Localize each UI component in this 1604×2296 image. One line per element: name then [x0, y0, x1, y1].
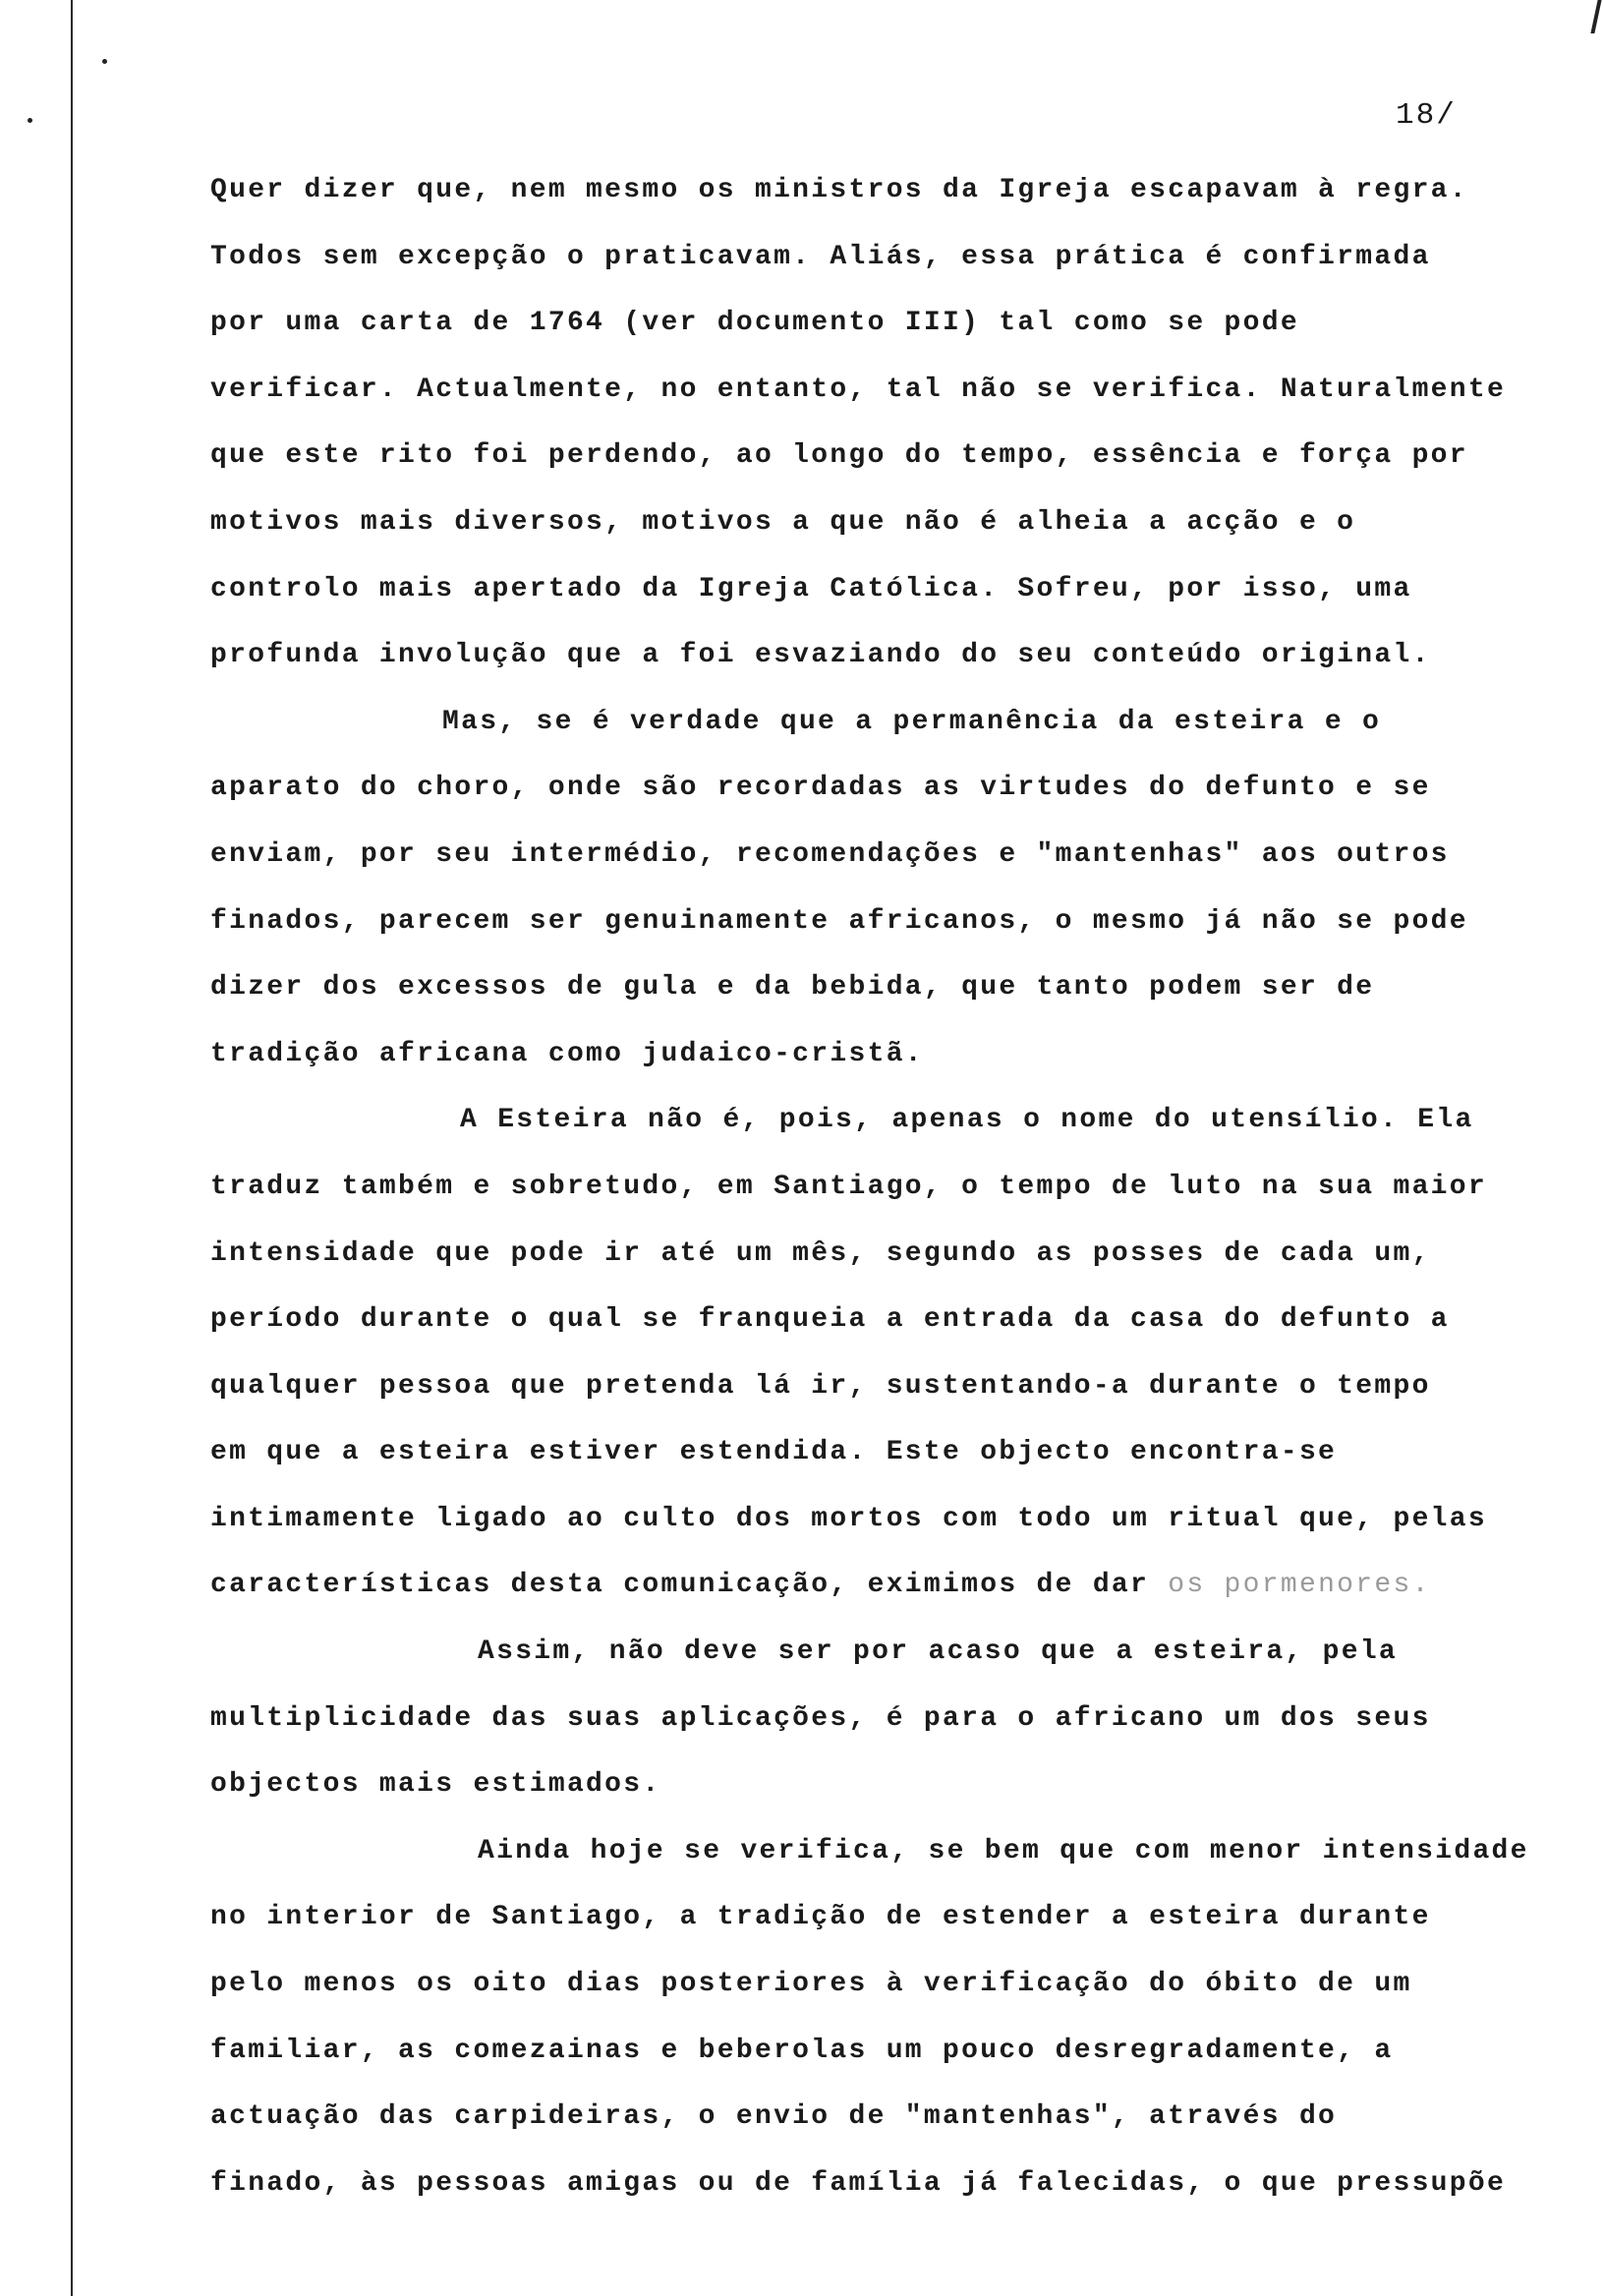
left-margin-rule — [71, 0, 73, 2296]
text-line: familiar, as comezainas e beberolas um pouco desregradamente, a — [210, 2035, 1394, 2066]
text-line: Ainda hoje se verifica, se bem que com menor intensidade — [478, 1835, 1529, 1866]
text-line: Assim, não deve ser por acaso que a esteira, pela — [478, 1636, 1399, 1668]
text-line: verificar. Actualmente, no entanto, tal não se verifica. Naturalmente — [210, 373, 1507, 405]
text-line: controlo mais apertado da Igreja Católica. Sofreu, por isso, uma — [210, 573, 1412, 604]
text-line: Quer dizer que, nem mesmo os ministros da Igreja escapavam à regra. — [210, 175, 1468, 205]
faded-text-segment: os pormenores. — [1168, 1570, 1431, 1601]
text-line: aparato do choro, onde são recordadas as virtudes do defunto e se — [210, 773, 1431, 804]
text-line: período durante o qual se franqueia a entrada da casa do defunto a — [210, 1304, 1450, 1336]
text-line: traduz também e sobretudo, em Santiago, o tempo de luto na sua maior — [210, 1171, 1487, 1202]
text-line: dizer dos excessos de gula e da bebida, que tanto podem ser de — [210, 972, 1375, 1004]
text-body — [210, 157, 1586, 2216]
text-line: multiplicidade das suas aplicações, é para o africano um dos seus — [210, 1702, 1431, 1734]
text-line: finados, parecem ser genuinamente africanos, o mesmo já não se pode — [210, 905, 1468, 937]
speck-mark — [102, 59, 107, 64]
text-line: intimamente ligado ao culto dos mortos com todo um ritual que, pelas — [210, 1503, 1487, 1534]
text-segment: características desta comunicação, eximimos de dar — [210, 1570, 1150, 1601]
text-line: objectos mais estimados. — [210, 1769, 661, 1801]
text-line: actuação das carpideiras, o envio de "mantenhas", através do — [210, 2101, 1338, 2133]
text-line: motivos mais diversos, motivos a que não é alheia a acção e o — [210, 506, 1356, 538]
text-line: qualquer pessoa que pretenda lá ir, sustentando-a durante o tempo — [210, 1370, 1431, 1402]
text-line: Mas, se é verdade que a permanência da esteira e o — [442, 706, 1382, 737]
text-line: intensidade que pode ir até um mês, segundo as posses de cada um, — [210, 1237, 1431, 1269]
text-line: pelo menos os oito dias posteriores à verificação do óbito de um — [210, 1969, 1412, 2000]
text-line: tradição africana como judaico-cristã. — [210, 1038, 924, 1069]
text-line: que este rito foi perdendo, ao longo do tempo, essência e força por — [210, 440, 1468, 472]
text-line: Todos sem excepção o praticavam. Aliás, essa prática é confirmada — [210, 241, 1431, 272]
corner-mark — [1590, 0, 1601, 33]
page-number: 18/ — [1396, 98, 1457, 133]
text-line: por uma carta de 1764 (ver documento III) tal como se pode — [210, 308, 1299, 339]
text-line: no interior de Santiago, a tradição de estender a esteira durante — [210, 1902, 1431, 1933]
speck-mark — [28, 118, 32, 123]
text-line — [210, 1552, 1586, 1619]
text-line: A Esteira não é, pois, apenas o nome do utensílio. Ela — [460, 1105, 1474, 1136]
text-line: em que a esteira estiver estendida. Este objecto encontra-se — [210, 1437, 1338, 1468]
text-line: finado, às pessoas amigas ou de família já falecidas, o que pressupõe — [210, 2167, 1507, 2199]
text-line: enviam, por seu intermédio, recomendações e "mantenhas" aos outros — [210, 838, 1450, 870]
text-line: profunda involução que a foi esvaziando do seu conteúdo original. — [210, 640, 1431, 671]
